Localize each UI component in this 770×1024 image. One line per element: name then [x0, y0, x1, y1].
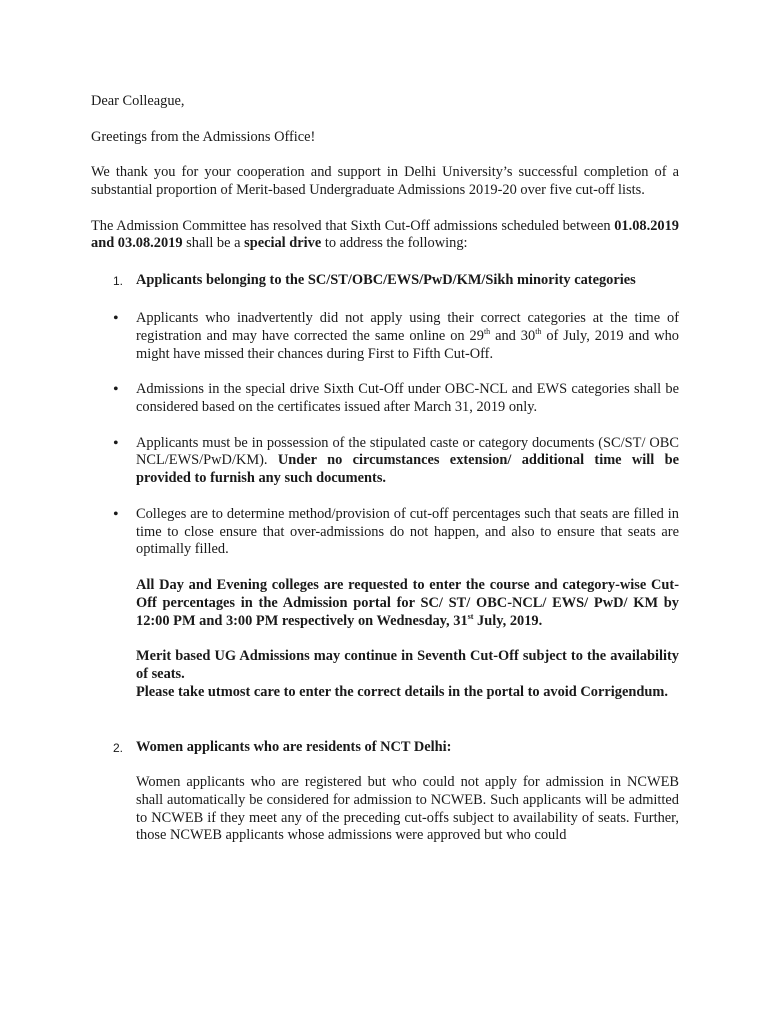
salutation: Dear Colleague,: [91, 93, 185, 109]
section-1: [91, 272, 679, 701]
section-2-title: Women applicants who are residents of NCT Delhi:: [136, 738, 452, 755]
bullet-marker: •: [113, 381, 119, 399]
notice-1-text-a: All Day and Evening colleges are requested to enter the course and category-wise Cut-Off percentages in the Admission portal for SC/ ST/ OBC-NCL/ EWS/ PwD/ KM by 12:00 PM and 3:00 PM respectively on Wednesday, 31: [136, 576, 679, 629]
bullet-marker: •: [113, 434, 119, 452]
bullet-documents: [91, 435, 679, 488]
drive-dates: 01.08.2019 and 03.08.2019: [91, 217, 679, 252]
bullet-certificates: [91, 381, 679, 417]
bullet-1-text-b: and 30: [490, 327, 536, 344]
notice-1-text-b: July, 2019.: [473, 612, 543, 629]
section-1-title: Applicants belonging to the SC/ST/OBC/EWS/PwD/KM/Sikh minority categories: [136, 272, 636, 289]
bullet-1-text-c: of July, 2019 and who might have missed their chances during First to Fifth Cut-Off.: [136, 327, 679, 362]
notice-1-sup: st: [467, 611, 474, 621]
special-drive-paragraph: [91, 218, 679, 254]
corrigendum-notice: Please take utmost care to enter the correct details in the portal to avoid Corrigendum.: [136, 683, 668, 700]
bullet-3-text: Applicants must be in possession of the stipulated caste or category documents (SC/ST/ OBC NCL/EWS/PwD/KM).: [136, 434, 679, 469]
section-2-number: 2.: [113, 740, 124, 755]
bullet-2-text: Admissions in the special drive Sixth Cut-Off under OBC-NCL and EWS categories shall be considered based on the certificates issued after March 31, 2019 only.: [136, 381, 679, 415]
special-drive-text-2: shall be a: [182, 235, 245, 252]
section-1-bullets: [91, 310, 679, 559]
bullet-1-text-a: Applicants who inadvertently did not apply using their correct categories at the time of registration and may have corrected the same online on 29: [136, 309, 679, 344]
section-2: [91, 739, 679, 846]
bullet-marker: •: [113, 505, 119, 523]
bullet-1-sup-2: th: [535, 326, 542, 336]
seventh-cut-off-notice: Merit based UG Admissions may continue in Seventh Cut-Off subject to the availability of seats.: [136, 648, 679, 682]
greeting: Greetings from the Admissions Office!: [91, 128, 316, 145]
bullet-marker: •: [113, 309, 119, 327]
portal-entry-notice: [136, 577, 679, 630]
special-drive-text-1: The Admission Committee has resolved that Sixth Cut-Off admissions scheduled between: [91, 217, 615, 234]
letter-page: [91, 93, 679, 845]
special-drive-term: special drive: [244, 235, 322, 252]
thanks-paragraph: We thank you for your cooperation and support in Delhi University’s successful completion of a substantial proportion of Merit-based Undergraduate Admissions 2019-20 over five cut-off lists.: [91, 164, 679, 198]
section-1-number: 1.: [113, 274, 124, 289]
section-2-body: Women applicants who are registered but who could not apply for admission in NCWEB shall automatically be considered for admission to NCWEB. Such applicants will be admitted to NCWEB if they meet any of the preceding cut-offs subject to availability of seats. Further, those NCWEB applicants whose admissions were approved but who could: [136, 774, 679, 844]
bullet-1-sup-1: th: [483, 326, 491, 336]
bullet-cut-off-method: [91, 506, 679, 559]
bullet-3-bold: Under no circumstances extension/ additional time will be provided to furnish any such documents.: [136, 452, 679, 487]
special-drive-text-3: to address the following:: [321, 235, 468, 252]
bullet-4-text: Colleges are to determine method/provision of cut-off percentages such that seats are filled in time to close ensure that over-admissions do not happen, and also to ensure that seats are optimally filled.: [136, 505, 679, 558]
bullet-category-correction: [91, 310, 679, 363]
